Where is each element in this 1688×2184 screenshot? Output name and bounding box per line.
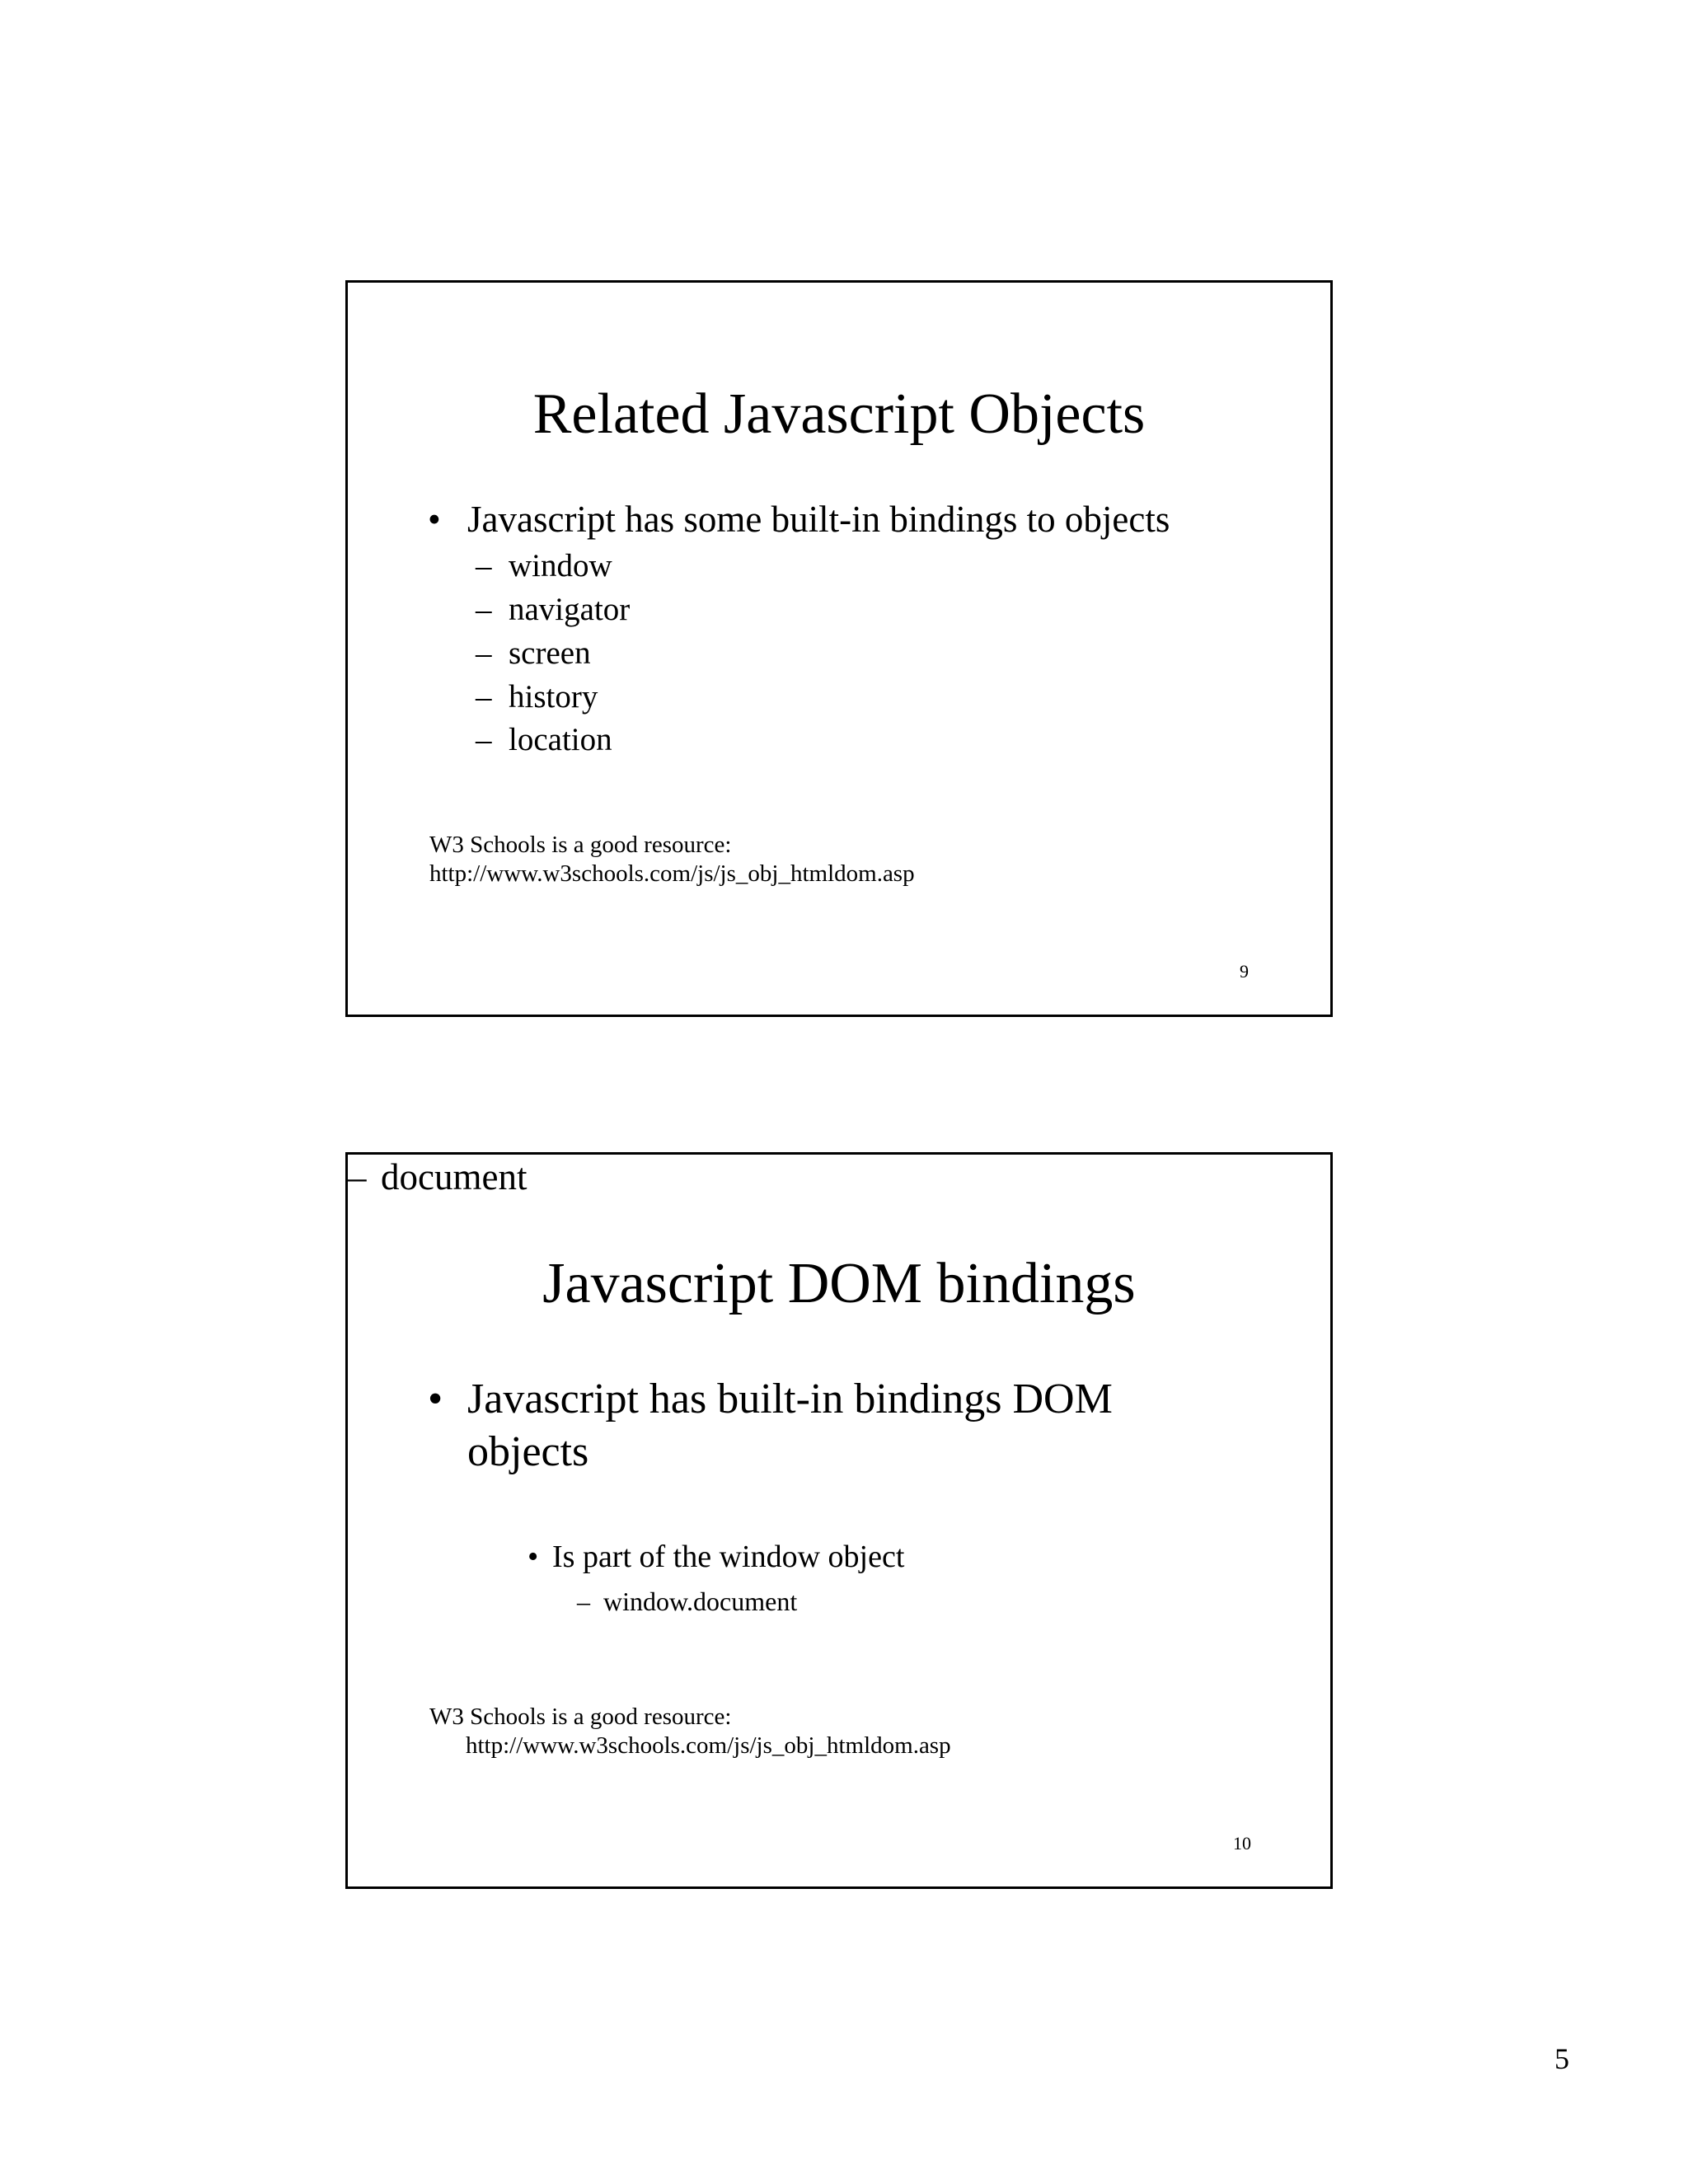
dash-marker: –	[476, 635, 492, 671]
sub-item-text: location	[509, 722, 612, 757]
sub-item-text: window	[509, 548, 612, 583]
sub-sub-item-text: Is part of the window object	[552, 1540, 905, 1574]
slide-10	[345, 1152, 1333, 1889]
sub-item-text: screen	[509, 635, 591, 671]
sub-item-text: history	[509, 679, 598, 715]
slide-9	[345, 280, 1333, 1017]
dash-marker: –	[476, 679, 492, 715]
slide-number: 10	[1233, 1833, 1251, 1854]
slide-title: Related Javascript Objects	[532, 382, 1146, 446]
bullet-marker: •	[428, 1376, 443, 1422]
bullet-item	[428, 1374, 1113, 1425]
bullet-text: Javascript has some built-in bindings to objects	[467, 499, 1170, 540]
resource-note: W3 Schools is a good resource:	[429, 832, 732, 858]
bullet-marker: •	[528, 1540, 539, 1574]
resource-url: http://www.w3schools.com/js/js_obj_htmldom.asp	[429, 860, 915, 887]
sub-item	[348, 1155, 1330, 1199]
sub-item-text: document	[381, 1156, 528, 1197]
bullet-item	[428, 497, 1170, 541]
resource-url: http://www.w3schools.com/js/js_obj_htmldom.asp	[466, 1732, 951, 1759]
sub-item	[476, 721, 612, 760]
sub-sub-sub-item-text: window.document	[603, 1586, 798, 1616]
sub-item-text: navigator	[509, 592, 631, 627]
bullet-marker: •	[428, 499, 441, 540]
bullet-text-line-1: Javascript has built-in bindings DOM	[467, 1376, 1113, 1422]
slide-title: Javascript DOM bindings	[542, 1252, 1136, 1315]
resource-note: W3 Schools is a good resource:	[429, 1704, 732, 1730]
dash-marker: –	[476, 548, 492, 583]
sub-item	[476, 591, 630, 630]
slide-number: 9	[1240, 961, 1249, 982]
sub-item	[476, 678, 598, 717]
sub-item	[476, 635, 591, 673]
dash-marker: –	[476, 592, 492, 627]
dash-marker: –	[577, 1586, 590, 1616]
dash-marker: –	[348, 1156, 367, 1197]
sub-sub-item	[528, 1539, 904, 1577]
sub-item	[476, 547, 612, 586]
page-number: 5	[1554, 2042, 1569, 2075]
sub-sub-sub-item	[577, 1586, 797, 1617]
bullet-text-line-2: objects	[467, 1428, 589, 1475]
dash-marker: –	[476, 722, 492, 757]
